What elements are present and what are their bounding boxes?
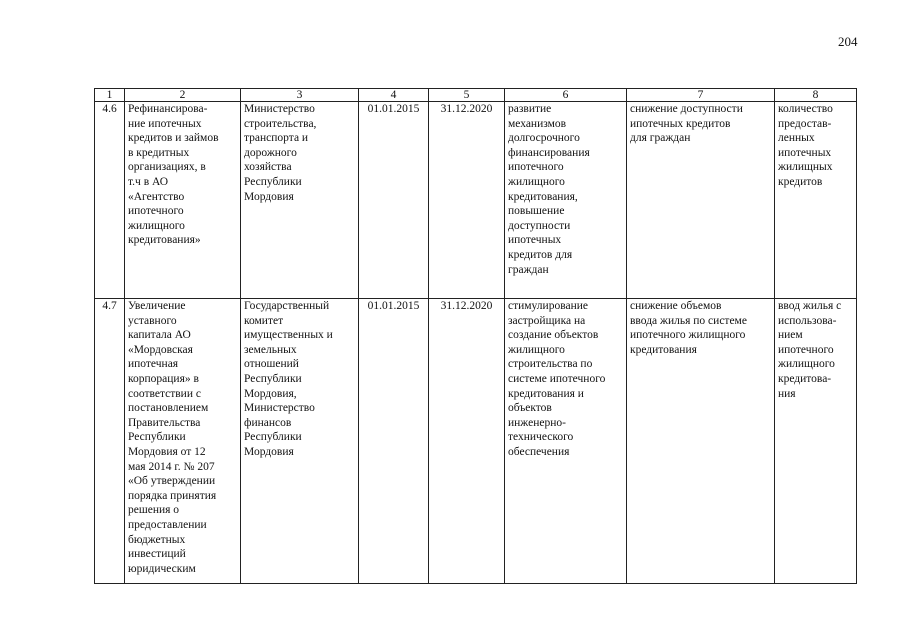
cell-text-line: комитет — [244, 314, 284, 327]
cell-text-line: снижение доступности — [630, 103, 743, 115]
cell-text-line: Республики — [244, 372, 302, 385]
cell-text-line: кредитов для — [508, 248, 573, 261]
cell-text-line: снижение объемов — [630, 300, 722, 312]
cell-text-line: кредитования — [630, 343, 697, 356]
start-date: 01.01.2015 — [359, 299, 429, 584]
cell-text-line: ипотечного — [508, 161, 564, 174]
end-date: 31.12.2020 — [429, 299, 505, 584]
measure-goal — [505, 102, 627, 299]
header-col-5: 5 — [429, 89, 505, 102]
header-col-6: 6 — [505, 89, 627, 102]
row-number: 4.7 — [95, 299, 125, 584]
program-measures-table — [94, 88, 857, 584]
cell-text-line: стимулирование — [508, 300, 588, 312]
cell-text-line: предоставлении — [128, 518, 207, 531]
cell-text-line: Министерство — [244, 402, 315, 415]
cell-text-line: ипотечных — [508, 234, 562, 247]
measure-name — [125, 299, 241, 584]
cell-text-line: жилищных — [778, 161, 833, 174]
cell-text-line: порядка принятия — [128, 489, 217, 502]
cell-text-line: Республики — [244, 175, 302, 188]
cell-text-line: ипотечного — [128, 205, 184, 218]
cell-text-line: ипотечного — [778, 343, 834, 356]
cell-text-line: финансов — [244, 416, 292, 429]
cell-text-line: «Об утверждении — [128, 475, 216, 488]
page-number: 204 — [838, 34, 858, 49]
cell-text-line: корпорация» в — [128, 372, 199, 385]
cell-text-line: жилищного — [508, 175, 565, 188]
cell-text-line: инвестиций — [128, 548, 186, 561]
cell-text-line: инженерно- — [508, 416, 566, 429]
cell-text-line: ния — [778, 387, 796, 400]
cell-text-line: жилищного — [778, 358, 835, 371]
cell-text-line: использова- — [778, 314, 837, 327]
cell-text-line: Правительства — [128, 416, 201, 429]
cell-text-line: повышение — [508, 205, 565, 218]
cell-text-line: кредитов и займов — [128, 132, 219, 145]
cell-text-line: имущественных и — [244, 329, 333, 342]
table-row — [95, 299, 857, 584]
cell-text-line: ленных — [778, 132, 815, 145]
cell-text-line: кредитования, — [508, 190, 578, 203]
responsible-executor — [241, 102, 359, 299]
cell-text-line: системе ипотечного — [508, 372, 606, 385]
cell-text-line: ипотечных кредитов — [630, 117, 731, 130]
cell-text-line: уставного — [128, 314, 177, 327]
measure-goal — [505, 299, 627, 584]
header-col-7: 7 — [627, 89, 775, 102]
responsible-executor — [241, 299, 359, 584]
target-indicator — [775, 102, 857, 299]
row-number: 4.6 — [95, 102, 125, 299]
cell-text-line: Рефинансирова- — [128, 103, 208, 115]
table-header-row — [95, 89, 857, 102]
header-col-4: 4 — [359, 89, 429, 102]
cell-text-line: решения о — [128, 504, 180, 517]
cell-text-line: доступности — [508, 219, 571, 232]
cell-text-line: финансирования — [508, 146, 590, 159]
cell-text-line: ние ипотечных — [128, 117, 202, 130]
header-col-1: 1 — [95, 89, 125, 102]
cell-text-line: развитие — [508, 103, 552, 115]
header-col-2: 2 — [125, 89, 241, 102]
cell-text-line: капитала АО — [128, 329, 191, 342]
cell-text-line: объектов — [508, 402, 552, 415]
cell-text-line: кредитования и — [508, 387, 584, 400]
cell-text-line: земельных — [244, 343, 297, 356]
cell-text-line: в кредитных — [128, 146, 190, 159]
cell-text-line: ипотечная — [128, 358, 179, 371]
cell-text-line: строительства по — [508, 358, 593, 371]
cell-text-line: дорожного — [244, 146, 297, 159]
cell-text-line: количество — [778, 103, 833, 115]
cell-text-line: Государственный — [244, 300, 330, 312]
cell-text-line: жилищного — [508, 343, 565, 356]
end-date: 31.12.2020 — [429, 102, 505, 299]
cell-text-line: Мордовия от 12 — [128, 445, 206, 458]
cell-text-line: хозяйства — [244, 161, 292, 174]
cell-text-line: механизмов — [508, 117, 567, 130]
cell-text-line: Мордовия — [244, 445, 294, 458]
cell-text-line: для граждан — [630, 132, 691, 145]
cell-text-line: предостав- — [778, 117, 832, 130]
cell-text-line: ввод жилья с — [778, 300, 842, 312]
cell-text-line: технического — [508, 431, 574, 444]
cell-text-line: «Мордовская — [128, 343, 193, 356]
cell-text-line: «Агентство — [128, 190, 185, 203]
cell-text-line: ипотечного жилищного — [630, 329, 746, 342]
cell-text-line: Республики — [128, 431, 186, 444]
cell-text-line: жилищного — [128, 219, 185, 232]
cell-text-line: мая 2014 г. № 207 — [128, 460, 215, 473]
cell-text-line: застройщика на — [508, 314, 586, 327]
cell-text-line: ввода жилья по системе — [630, 314, 747, 327]
cell-text-line: Республики — [244, 431, 302, 444]
header-col-8: 8 — [775, 89, 857, 102]
cell-text-line: ипотечных — [778, 146, 832, 159]
cell-text-line: создание объектов — [508, 329, 599, 342]
cell-text-line: юридическим — [128, 562, 196, 575]
target-indicator — [775, 299, 857, 584]
measure-name — [125, 102, 241, 299]
start-date: 01.01.2015 — [359, 102, 429, 299]
cell-text-line: постановлением — [128, 402, 209, 415]
header-col-3: 3 — [241, 89, 359, 102]
cell-text-line: т.ч в АО — [128, 175, 169, 188]
cell-text-line: граждан — [508, 263, 549, 276]
cell-text-line: кредитования» — [128, 234, 201, 247]
cell-text-line: Мордовия, — [244, 387, 297, 400]
cell-text-line: Министерство — [244, 103, 315, 115]
cell-text-line: отношений — [244, 358, 299, 371]
cell-text-line: обеспечения — [508, 445, 570, 458]
cell-text-line: соответствии с — [128, 387, 201, 400]
table-row — [95, 102, 857, 299]
cell-text-line: нием — [778, 329, 803, 342]
expected-result — [627, 299, 775, 584]
cell-text-line: организациях, в — [128, 161, 206, 174]
cell-text-line: кредитова- — [778, 372, 832, 385]
cell-text-line: транспорта и — [244, 132, 309, 145]
expected-result — [627, 102, 775, 299]
cell-text-line: строительства, — [244, 117, 317, 130]
cell-text-line: Мордовия — [244, 190, 294, 203]
cell-text-line: бюджетных — [128, 533, 186, 546]
cell-text-line: долгосрочного — [508, 132, 580, 145]
cell-text-line: Увеличение — [128, 300, 186, 312]
cell-text-line: кредитов — [778, 175, 823, 188]
